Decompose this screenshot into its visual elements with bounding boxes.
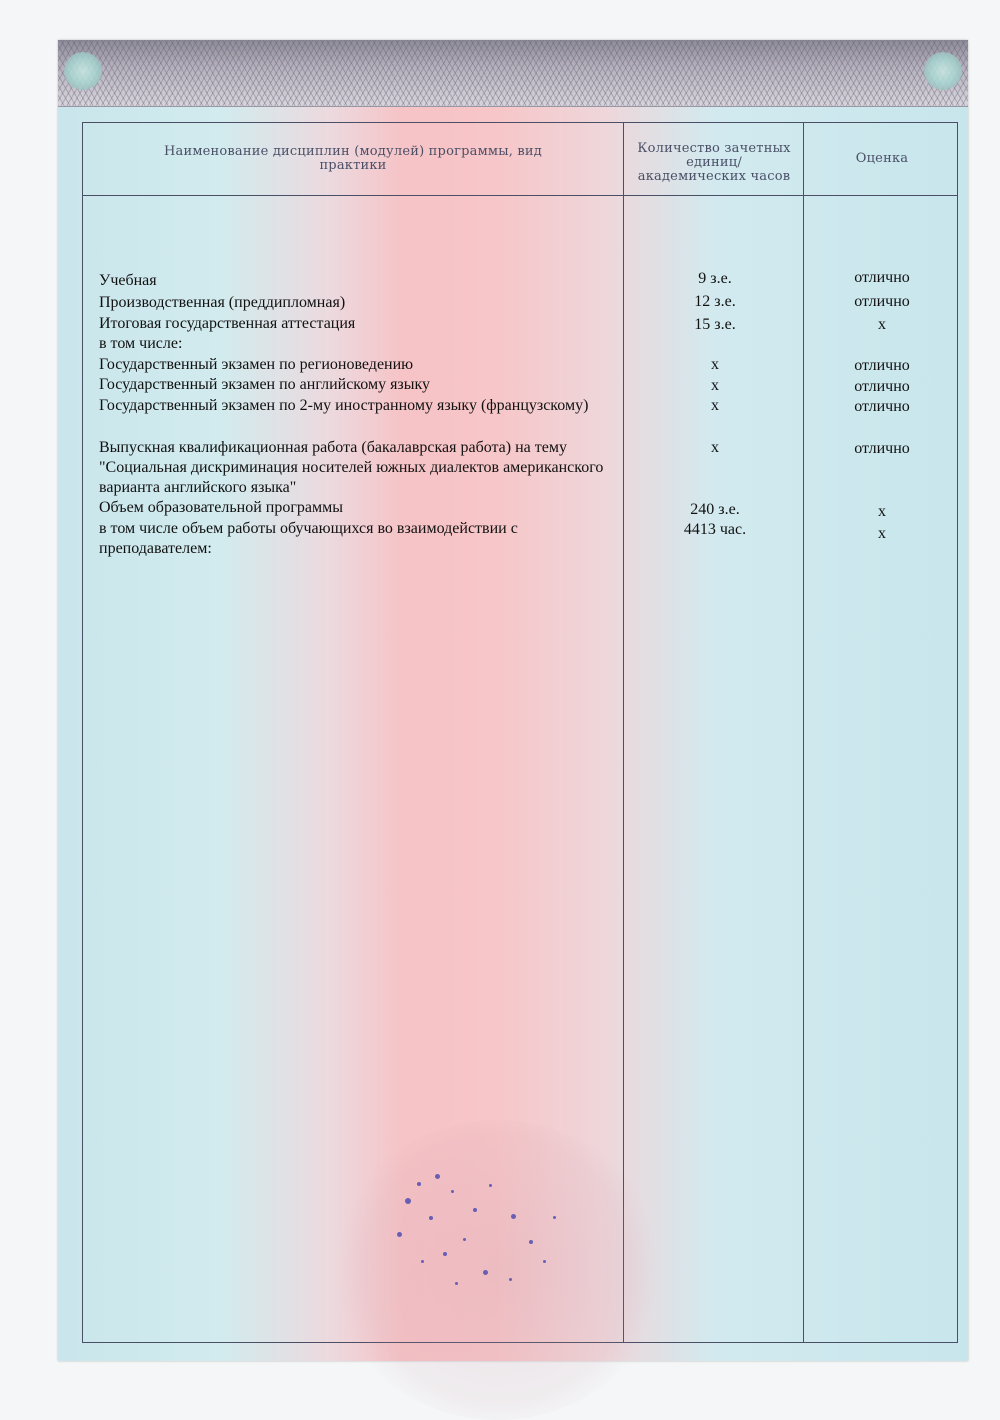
row-credits: x — [711, 356, 719, 373]
stamp-ink-dot — [417, 1182, 421, 1186]
row-name: Итоговая государственная аттестация — [99, 315, 356, 332]
stamp-ink-dot — [421, 1260, 424, 1263]
seal-stamp — [333, 1120, 663, 1420]
row-credits: 240 з.е. — [690, 501, 740, 518]
row-credits: 9 з.е. — [698, 270, 732, 287]
row-credits: 15 з.е. — [694, 316, 736, 333]
row-name: в том числе: — [99, 335, 183, 352]
row-grade: отлично — [854, 269, 910, 286]
stamp-ink-dot — [455, 1282, 458, 1285]
rosette-ornament — [64, 52, 102, 90]
header-discipline-name: Наименование дисциплин (модулей) программы, вид практики — [163, 144, 543, 173]
stamp-ink-dot — [529, 1240, 533, 1244]
row-name: Государственный экзамен по английскому языку — [99, 376, 431, 393]
rosette-ornament — [924, 52, 962, 90]
stamp-ink-dot — [429, 1216, 433, 1220]
stamp-ink-dot — [443, 1252, 447, 1256]
guilloche-border — [58, 40, 968, 107]
stamp-ink-dot — [543, 1260, 546, 1263]
row-name: Выпускная квалификационная работа (бакалаврская работа) на тему "Социальная дискриминация носителей южных диалектов американского варианта английского языка" — [99, 439, 604, 496]
row-credits: x — [711, 439, 719, 456]
stamp-ink-dot — [489, 1184, 492, 1187]
row-name: Производственная (преддипломная) — [99, 294, 346, 311]
stamp-ink-dot — [435, 1174, 440, 1179]
diploma-supplement-page — [58, 40, 968, 1361]
stamp-ink-dot — [483, 1270, 488, 1275]
row-grade: x — [878, 316, 886, 333]
row-grade: отлично — [854, 440, 910, 457]
row-grade: отлично — [854, 378, 910, 395]
header-grade: Оценка — [855, 151, 909, 166]
header-credits: Количество зачетных единиц/ академических часов — [637, 141, 791, 184]
row-name: Учебная — [99, 272, 157, 289]
stamp-ink-dot — [463, 1238, 466, 1241]
row-name: Объем образовательной программы — [99, 499, 344, 516]
row-credits: 12 з.е. — [694, 293, 736, 310]
stamp-ink-dot — [509, 1278, 512, 1281]
stamp-ink-dot — [397, 1232, 402, 1237]
row-credits: x — [711, 377, 719, 394]
stamp-ink-dot — [473, 1208, 477, 1212]
row-name: Государственный экзамен по 2-му иностранному языку (французскому) — [99, 397, 589, 414]
stamp-ink-dot — [405, 1198, 411, 1204]
stamp-ink-dot — [553, 1216, 556, 1219]
header-divider — [83, 195, 957, 196]
row-grade: x — [878, 503, 886, 520]
row-grade: отлично — [854, 398, 910, 415]
row-name: Государственный экзамен по регионоведению — [99, 356, 414, 373]
stamp-ink-dot — [511, 1214, 516, 1219]
row-name: в том числе объем работы обучающихся во взаимодействии с преподавателем: — [99, 520, 518, 557]
row-credits: 4413 час. — [683, 521, 747, 538]
row-grade: отлично — [854, 357, 910, 374]
row-grade: x — [878, 525, 886, 542]
row-credits: x — [711, 397, 719, 414]
stamp-ink-dot — [451, 1190, 454, 1193]
row-grade: отлично — [854, 293, 910, 310]
